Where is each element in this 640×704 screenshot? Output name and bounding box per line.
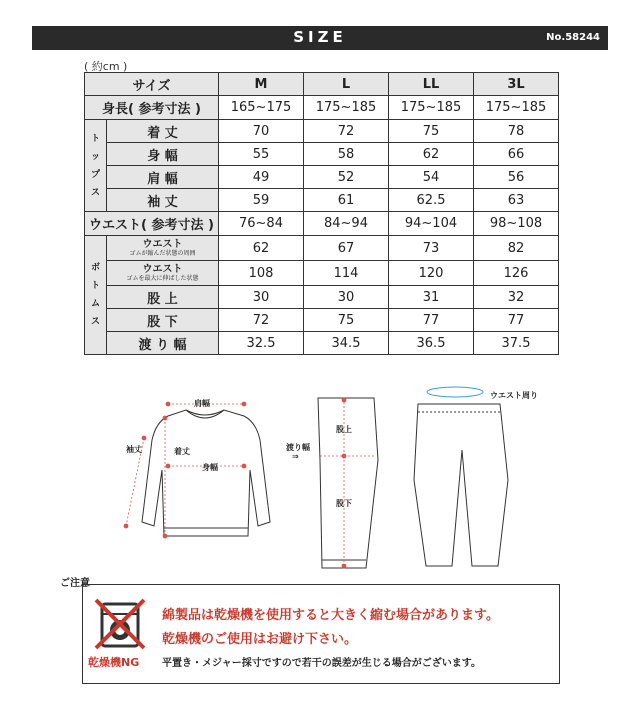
warning-line-1: 綿製品は乾燥機を使用すると大きく縮む場合があります。 — [162, 608, 499, 623]
table-cell: 30 — [304, 286, 389, 309]
waist-around-ellipse — [427, 387, 483, 397]
caution-title: ご注意 — [60, 578, 90, 589]
table-cell: 114 — [304, 261, 389, 286]
warning-line-2: 乾燥機のご使用はお避け下さい。 — [162, 632, 358, 647]
product-number: No.58244 — [546, 32, 600, 43]
label-shoulder: 肩幅 — [194, 399, 210, 408]
table-cell: 94~104 — [389, 212, 474, 236]
group-label-tops: ト ッ プ ス — [85, 120, 107, 212]
table-cell: 84~94 — [304, 212, 389, 236]
table-cell: 77 — [474, 309, 559, 332]
thigh-arrow-icon: ⇒ — [292, 452, 299, 461]
label-body-width: 身幅 — [202, 463, 218, 472]
table-cell: 67 — [304, 236, 389, 261]
row-label: 袖 丈 — [107, 189, 219, 212]
row-label: ウエスト ゴムが縮んだ状態の周囲 — [107, 236, 219, 261]
label-inseam: 股下 — [336, 499, 352, 508]
table-cell: 62 — [219, 236, 304, 261]
table-cell: 126 — [474, 261, 559, 286]
table-cell: 165~175 — [219, 96, 304, 120]
row-label: ウエスト ゴムを最大に伸ばした状態 — [107, 261, 219, 286]
table-cell: 73 — [389, 236, 474, 261]
table-cell: 55 — [219, 143, 304, 166]
row-label: 着 丈 — [107, 120, 219, 143]
table-cell: 31 — [389, 286, 474, 309]
pants-front-diagram — [414, 404, 508, 566]
table-cell: 34.5 — [304, 332, 389, 355]
table-cell: 62.5 — [389, 189, 474, 212]
table-cell: 30 — [219, 286, 304, 309]
table-cell: 72 — [219, 309, 304, 332]
row-label: 股 上 — [107, 286, 219, 309]
dryer-ng-label: 乾燥機NG — [88, 656, 140, 669]
table-cell: 108 — [219, 261, 304, 286]
table-cell: 75 — [304, 309, 389, 332]
size-corner: サイズ — [85, 73, 219, 96]
table-cell: 58 — [304, 143, 389, 166]
row-label-height: 身長( 参考寸法 ) — [85, 96, 219, 120]
table-cell: 54 — [389, 166, 474, 189]
label-thigh: 渡り幅 — [286, 443, 310, 452]
table-cell: 76~84 — [219, 212, 304, 236]
table-cell: 49 — [219, 166, 304, 189]
size-col-3l: 3L — [474, 73, 559, 96]
table-cell: 59 — [219, 189, 304, 212]
row-label: 肩 幅 — [107, 166, 219, 189]
sweatshirt-diagram — [142, 410, 270, 536]
no-dryer-icon — [94, 598, 146, 650]
table-cell: 98~108 — [474, 212, 559, 236]
size-col-ll: LL — [389, 73, 474, 96]
table-cell: 66 — [474, 143, 559, 166]
table-cell: 32 — [474, 286, 559, 309]
table-cell: 70 — [219, 120, 304, 143]
table-cell: 175~185 — [304, 96, 389, 120]
table-cell: 52 — [304, 166, 389, 189]
table-cell: 56 — [474, 166, 559, 189]
row-label: 身 幅 — [107, 143, 219, 166]
label-waist-around: ウエスト周り — [490, 391, 538, 400]
table-cell: 78 — [474, 120, 559, 143]
table-cell: 175~185 — [389, 96, 474, 120]
table-cell: 36.5 — [389, 332, 474, 355]
row-label-waist: ウエスト( 参考寸法 ) — [85, 212, 219, 236]
row-label: 股 下 — [107, 309, 219, 332]
label-length: 着丈 — [174, 447, 190, 456]
size-col-m: M — [219, 73, 304, 96]
table-cell: 82 — [474, 236, 559, 261]
table-cell: 32.5 — [219, 332, 304, 355]
table-cell: 75 — [389, 120, 474, 143]
size-col-l: L — [304, 73, 389, 96]
page-title: SIZE — [293, 28, 347, 46]
label-rise: 股上 — [336, 425, 352, 434]
group-label-bottoms: ボ ト ム ス — [85, 236, 107, 355]
measurement-note: 平置き・メジャー採寸ですので若干の誤差が生じる場合がございます。 — [162, 658, 481, 669]
row-label: 渡 り 幅 — [107, 332, 219, 355]
table-cell: 175~185 — [474, 96, 559, 120]
label-sleeve: 袖丈 — [126, 445, 142, 454]
table-cell: 62 — [389, 143, 474, 166]
table-cell: 63 — [474, 189, 559, 212]
table-cell: 37.5 — [474, 332, 559, 355]
table-cell: 61 — [304, 189, 389, 212]
unit-label: ( 約cm ) — [84, 60, 128, 73]
table-cell: 77 — [389, 309, 474, 332]
table-cell: 120 — [389, 261, 474, 286]
table-cell: 72 — [304, 120, 389, 143]
